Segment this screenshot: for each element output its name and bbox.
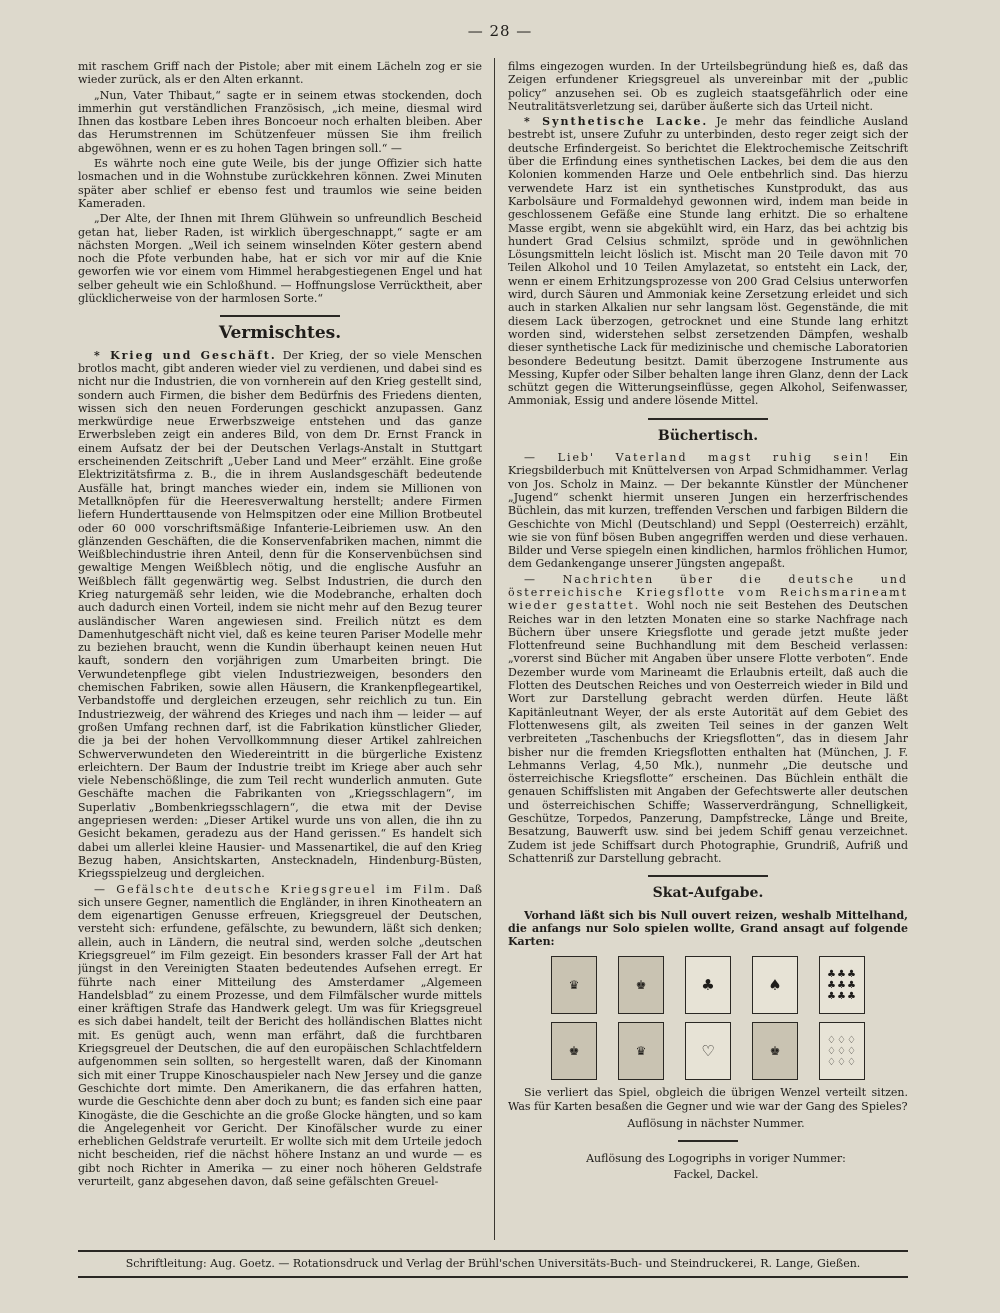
playing-card-icon: ♚ <box>618 956 664 1014</box>
playing-card-icon: ♚ <box>752 1022 798 1080</box>
article-body: Je mehr das feindliche Ausland bestrebt ist, unsere Zufuhr zu unterbinden, desto reger zeigt sich der deutsche Erfindergeist. So berichtet die Elektrochemische Zeitschrift über die Erfindung eines synthetischen Lackes, bei dem die aus den Kolonien kommenden Harze und Oele entbehrlich sind. Das hierzu verwendete Harz ist ein synthetisches Kunstprodukt, das aus Karbolsäure und Formaldehyd gewonnen wird, indem man beide in geschlossenem Gefäße eine Stunde lang erhitzt. Die so erhaltene Masse ergibt, wenn sie abgekühlt wird, ein Harz, das bei achtzig bis hundert Grad Celsius schmilzt, spröde und in gewöhnlichen Lösungsmitteln leicht löslich ist. Mischt man 20 Teile davon mit 70 Teilen Alkohol und 10 Teilen Amylazetat, so entsteht ein Lack, der, wenn er einem Erhitzungsprozesse von 200 Grad Celsius unterworfen wird, durch Säuren und Ammoniak keine Zersetzung erleidet und sich auch in starken Alkalien nur sehr langsam löst. Gegenstände, die mit diesem Lack überzogen, getrocknet und eine Stunde lang erhitzt worden sind, widerstehen selbst zersetzenden Dämpfen, weshalb dieser synthetische Lack für medizinische und chemische Laboratorien besondere Bedeutung besitzt. Damit überzogene Instrumente aus Messing, Kupfer oder Silber behalten lange ihren Glanz, denn der Lack schützt gegen die Witterungseinflüsse, gegen Alkohol, Seifenwasser, Ammoniak, Essig und andere lösende Mittel. <box>508 115 908 408</box>
article-body: Der Krieg, der so viele Menschen brotlos macht, gibt anderen wieder viel zu verdienen, und dabei sind es nicht nur die Industrien, die von vornherein auf den Krieg gestellt sind, sondern auch Firmen, die bisher dem Bedürfnis des Friedens dienten, wissen sich den neuen Forderungen geschickt anzupassen. Ganz merkwürdige neue Erwerbszweige entstehen und das ganze Erwerbsleben zeigt ein anderes Bild, von dem Dr. Ernst Franck in einem Aufsatz der bei der Deutschen Verlags-Anstalt in Stuttgart erscheinenden Zeitschrift „Ueber Land und Meer“ erzählt. Eine große Elektrizitätsfirma z. B., die in ihrem Auslandsgeschäft bedeutende Ausfälle hat, bringt manches wieder ein, indem sie Millionen von Metallknöpfen für die Heeresverwaltung herstellt; andere Firmen liefern Hunderttausende von Helmspitzen oder eine Million Brotbeutel oder 60 000 vorschriftsmäßige Infanterie-Leibriemen usw. An den glänzenden Geschäften, die die Konservenfabriken machen, nimmt die Weißblechindustrie ihren Anteil, denn für die Konservenbüchsen sind gewaltige Mengen Weißblech nötig, und die englische Ausfuhr an Weißblech fällt gegenwärtig weg. Selbst Industrien, die durch den Krieg naturgemäß sehr leiden, wie die Modebranche, erhalten doch auch dadurch einen Vorteil, indem sie nicht mehr auf den Bezug teurer ausländischer Waren angewiesen sind. Freilich nützt es dem Damenhutgeschäft nicht viel, daß es keine teuren Pariser Modelle mehr zu beziehen braucht, wenn die Kundin überhaupt keinen neuen Hut kauft, sondern den vorjährigen zum Umarbeiten bringt. Die Verwundetenpflege gibt vielen Industriezweigen, besonders den chemischen Fabriken, sowie allen Häusern, die Krankenpflegeartikel, Verbandstoffe und dergleichen erzeugen, sehr reichlich zu tun. Ein Industriezweig, der während des Krieges und nach ihm — leider — auf großen Umfang rechnen darf, ist die Fabrikation künstlicher Glieder, die ja bei der hohen Vervollkommnung dieser Artikel zahlreichen Schwerverwundeten den Wiedereintritt in die bürgerliche Existenz erleichtern. Der Baum der Industrie treibt im Kriege aber auch sehr viele Nebenschößlinge, die zum Teil recht wunderlich anmuten. Gute Geschäfte machen die Fabrikanten von „Kriegsschlagern“, im Superlativ „Bombenkriegsschlagern“, die etwa mit der Devise angepriesen werden: „Dieser Artikel wurde uns von allen, die ihn zu Gesicht bekamen, geradezu aus der Hand gerissen.“ Es handelt sich dabei um allerlei kleine Hausier- und Massenartikel, die auf den Krieg Bezug haben, Ansichtskarten, Anstecknadeln, Hindenburg-Büsten, Kriegsspielzeug und dergleichen. <box>78 348 482 881</box>
page-number: — 28 — <box>467 22 533 40</box>
article-title: — Nachrichten über die deutsche und österreichische Kriegsflotte vom Reichsmarineamt wieder gestattet. <box>508 572 908 613</box>
section-heading-buechertisch: Büchertisch. <box>657 427 759 444</box>
article-krieg-und-geschaeft <box>78 349 482 881</box>
article-kriegsflotte <box>508 573 908 866</box>
article-film-continued: films eingezogen wurden. In der Urteilsbegründung hieß es, daß das Zeigen erfundener Kriegsgreuel als unvereinbar mit der „public policy“ anzusehen sei. Ob es zugleich staatsgefährlich oder eine Neutralitätsverletzung sei, darüber äußerte sich das Urteil nicht. <box>508 60 908 113</box>
right-column <box>508 60 908 1242</box>
article-body: Daß sich unsere Gegner, namentlich die Engländer, in ihren Kinotheatern an dem eigenartigen Genusse erfreuen, Kriegsgreuel der Deutschen, versteht sich: erfundene, gefälschte, zu bewundern, läßt sich denken; allein, auch in Ländern, die neutral sind, werden solche „deutschen Kriegsgreuel“ im Film gezeigt. Ein besonders krasser Fall der Art hat jüngst in den Vereinigten Staaten bedeutendes Aufsehen erregt. Er führte nach einer Mitteilung des Amsterdamer „Algemeen Handelsblad“ zu einem Prozesse, und dem Filmfälscher wurde mittels einer kräftigen Strafe das Handwerk gelegt. Um was für Kriegsgreuel es sich dabei handelt, teilt der Bericht des holländischen Blattes nicht mit. Es genügt auch, wenn man erfährt, daß die furchtbaren Kriegsgreuel der Deutschen, die auf den europäischen Schlachtfeldern aufgenommen sein sollten, so hergestellt waren, daß der Kinomann sich mit einer Truppe Kinoschauspieler nach New Jersey und die ganze Geschichte dort mimte. Den Amerikanern, die das erfahren hatten, wurde die Geschichte denn aber doch zu bunt; es fanden sich eine paar Kinogäste, die die Geschichte an die große Glocke hängten, und so kam die Angelegenheit vor Gericht. Der Kinofälscher wurde zu einer erheblichen Geldstrafe verurteilt. Er wollte sich mit dem Urteile jedoch nicht bescheiden, rief die nächst höhere Instanz an und wurde — es gibt noch Richter in Amerika — zu einer noch höheren Geldstrafe verurteilt, ganz abgesehen davon, daß seine gefälschten Greuel- <box>78 882 482 1189</box>
playing-card-icon: ♠ <box>752 956 798 1014</box>
section-heading-skat: Skat-Aufgabe. <box>652 885 764 902</box>
skat-answer-note: Auflösung in nächster Nummer. <box>627 1117 805 1130</box>
skat-cards <box>508 956 908 1080</box>
article-body: Ein Kriegsbilderbuch mit Knüttelversen von Arpad Schmidhammer. Verlag von Jos. Scholz in Mainz. — Der bekannte Künstler der Münchener „Jugend“ schenkt hiermit unseren Jungen ein herzerfrischendes Büchlein, das mit kurzen, treffenden Verschen und farbigen Bildern die Geschichte von Michl (Deutschland) und Seppl (Oesterreich) erzählt, wie sie von fünf bösen Buben angegriffen werden und diese verhauen. Bilder und Verse spiegeln einen kindlichen, harmlos fröhlichen Humor, dem Gedankengange unserer Jüngsten angepaßt. <box>508 451 908 571</box>
story-paragraph: mit raschem Griff nach der Pistole; aber mit einem Lächeln zog er sie wieder zurück, als er den Alten erkannt. <box>78 60 482 87</box>
playing-card-icon: ♣ <box>685 956 731 1014</box>
section-rule <box>220 315 340 317</box>
skat-question: Sie verliert das Spiel, obgleich die übrigen Wenzel verteilt sitzen. Was für Karten besaßen die Gegner und wie war der Gang des Spieles? <box>508 1086 908 1113</box>
playing-card-icon: ♣♣♣ ♣♣♣ ♣♣♣ <box>819 956 865 1014</box>
article-body: Wohl noch nie seit Bestehen des Deutschen Reiches war in den letzten Monaten eine so starke Nachfrage nach Büchern über unsere Kriegsflotte und gerade jetzt mußte jeder Flottenfreund seine Buchhandlung mit dem Bescheid verlassen: „vorerst sind Bücher mit Angaben über unsere Flotte verboten“. Ende Dezember wurde vom Marineamt die Erlaubnis erteilt, daß auch die Flotten des Deutschen Reiches und von Oesterreich wieder in Bild und Wort zur Darstellung gebracht werden dürfen. Heute läßt Kapitänleutnant Weyer, der als erste Autorität auf dem Gebiet des Flottenwesens gilt, als zweiten Teil seines in der ganzen Welt verbreiteten „Taschenbuchs der Kriegsflotten“, das in diesem Jahr bisher nur die fremden Kriegsflotten enthalten hat (München, J. F. Lehmanns Verlag, 4,50 Mk.), nunmehr „Die deutsche und österreichische Kriegsflotte“ erscheinen. Das Büchlein enthält die genauen Schiffslisten mit Angaben der Gefechtswerte aller deutschen und österreichischen Schiffe; Wasserverdrängung, Schnelligkeit, Geschütze, Torpedos, Panzerung, Dampfstrecke, Länge und Breite, Besatzung, Bauwerft usw. sind bei jedem Schiff genau verzeichnet. Zudem ist jede Schiffsart durch Photographie, Grundriß, Aufriß und Schattenriß zur Darstellung gebracht. <box>508 599 908 865</box>
section-rule <box>678 1140 738 1142</box>
article-title: * Krieg und Geschäft. <box>94 348 277 362</box>
section-rule <box>648 875 768 877</box>
skat-intro: Vorhand läßt sich bis Null ouvert reizen, weshalb Mittelhand, die anfangs nur Solo spielen wollte, Grand ansagt auf folgende Karten: <box>508 908 908 949</box>
column-divider <box>494 58 495 1240</box>
article-synthetische-lacke <box>508 115 908 408</box>
story-paragraph: Es währte noch eine gute Weile, bis der junge Offizier sich hatte losmachen und in die Wohnstube zurückkehren können. Zwei Minuten später aber schlief er ebenso fest und traumlos wie seine beiden Kameraden. <box>78 157 482 210</box>
story-paragraph: „Der Alte, der Ihnen mit Ihrem Glühwein so unfreundlich Bescheid getan hat, lieber Raden, ist wirklich übergeschnappt,“ sagte er am nächsten Morgen. „Weil ich seinem winselnden Köter gestern abend noch die Pfote verbunden habe, hat er sich vor mir auf die Knie geworfen wie vor einem vom Himmel herabgestiegenen Engel und hat selber geheult wie ein Schloßhund. — Hoffnungslose Verrücktheit, aber glücklicherweise von der harmlosen Sorte.“ <box>78 212 482 306</box>
article-film <box>78 883 482 1189</box>
section-rule <box>648 418 768 420</box>
logogriph-answer: Fackel, Dackel. <box>673 1167 759 1181</box>
article-title: — Lieb' Vaterland magst ruhig sein! <box>524 451 871 465</box>
footer-imprint: Schriftleitung: Aug. Goetz. — Rotationsdruck und Verlag der Brühl'schen Universitäts-Buch- und Steindruckerei, R. Lange, Gießen. <box>125 1257 861 1270</box>
article-title: — Gefälschte deutsche Kriegsgreuel im Film. <box>94 882 452 896</box>
logogriph-label: Auflösung des Logogriphs in voriger Nummer: <box>586 1152 846 1166</box>
article-title: * Synthetische Lacke. <box>524 115 709 129</box>
section-heading-vermischtes: Vermischtes. <box>218 323 342 344</box>
playing-card-icon: ♛ <box>551 956 597 1014</box>
playing-card-icon: ♛ <box>618 1022 664 1080</box>
left-column <box>78 60 482 1232</box>
article-vaterland <box>508 451 908 571</box>
playing-card-icon: ♢♢♢ ♢♢♢ ♢♢♢ <box>819 1022 865 1080</box>
footer-rule <box>78 1250 908 1252</box>
playing-card-icon: ♚ <box>551 1022 597 1080</box>
playing-card-icon: ♡ <box>685 1022 731 1080</box>
story-paragraph: „Nun, Vater Thibaut,“ sagte er in seinem etwas stockenden, doch immerhin gut verständlichen Französisch, „ich meine, diesmal wird Ihnen das kostbare Leben ihres Boncoeur noch erhalten bleiben. Aber das Herumstrennen im Schützenfeuer müssen Sie ihm freilich abgewöhnen, wenn er es zu hohen Tagen bringen soll.“ — <box>78 88 482 155</box>
footer-rule <box>78 1276 908 1278</box>
